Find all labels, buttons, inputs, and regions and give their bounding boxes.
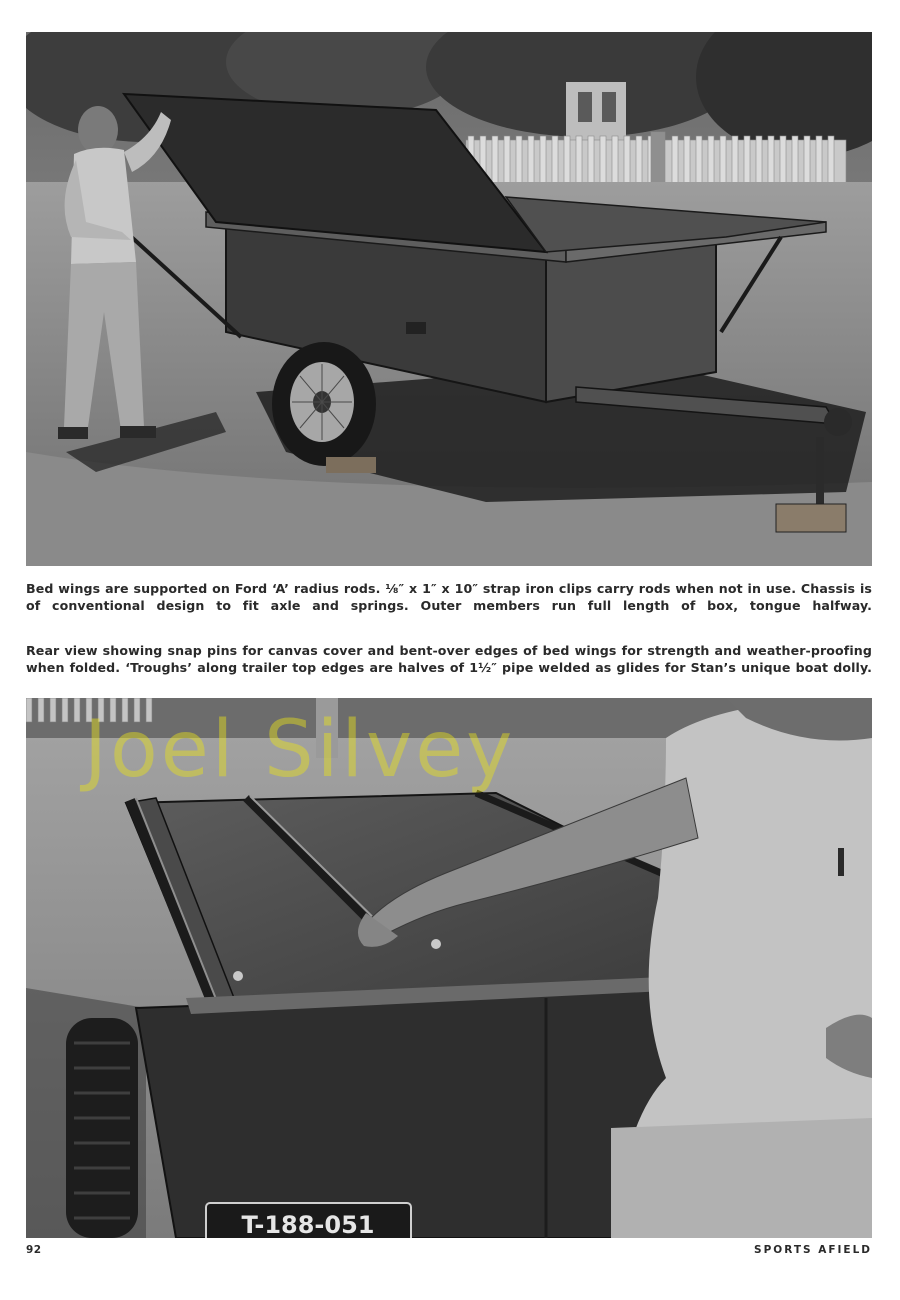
publication-name: SPORTS AFIELD <box>754 1244 872 1256</box>
caption-bottom-photo: Rear view showing snap pins for canvas cover and bent-over edges of bed wings for strength and weather-proofing when folded. ‘Troughs’ along trailer top edges are halves of 1½″ pipe welded as glides for Stan’s unique boat dolly. <box>26 643 872 675</box>
caption-top-photo: Bed wings are supported on Ford ‘A’ radius rods. ⅛″ x 1″ x 10″ strap iron clips carry rods when not in use. Chassis is of conventional design to fit axle and springs. Outer members run full length of box, tongue halfway. <box>26 581 872 613</box>
photo-trailer-side-view <box>26 32 872 566</box>
photographer-watermark: Joel Silvey <box>84 705 516 795</box>
page-number: 92 <box>26 1244 42 1256</box>
snap-pin <box>233 971 243 981</box>
trailer-rear-photo-graphic <box>26 698 872 1238</box>
license-plate <box>206 1203 411 1238</box>
license-plate-text: T-188-051 <box>241 1211 375 1238</box>
trailer-side-photo-graphic <box>26 32 872 566</box>
snap-pin <box>431 939 441 949</box>
photo-trailer-rear-view <box>26 698 872 1238</box>
trailer-tire <box>66 1018 138 1238</box>
